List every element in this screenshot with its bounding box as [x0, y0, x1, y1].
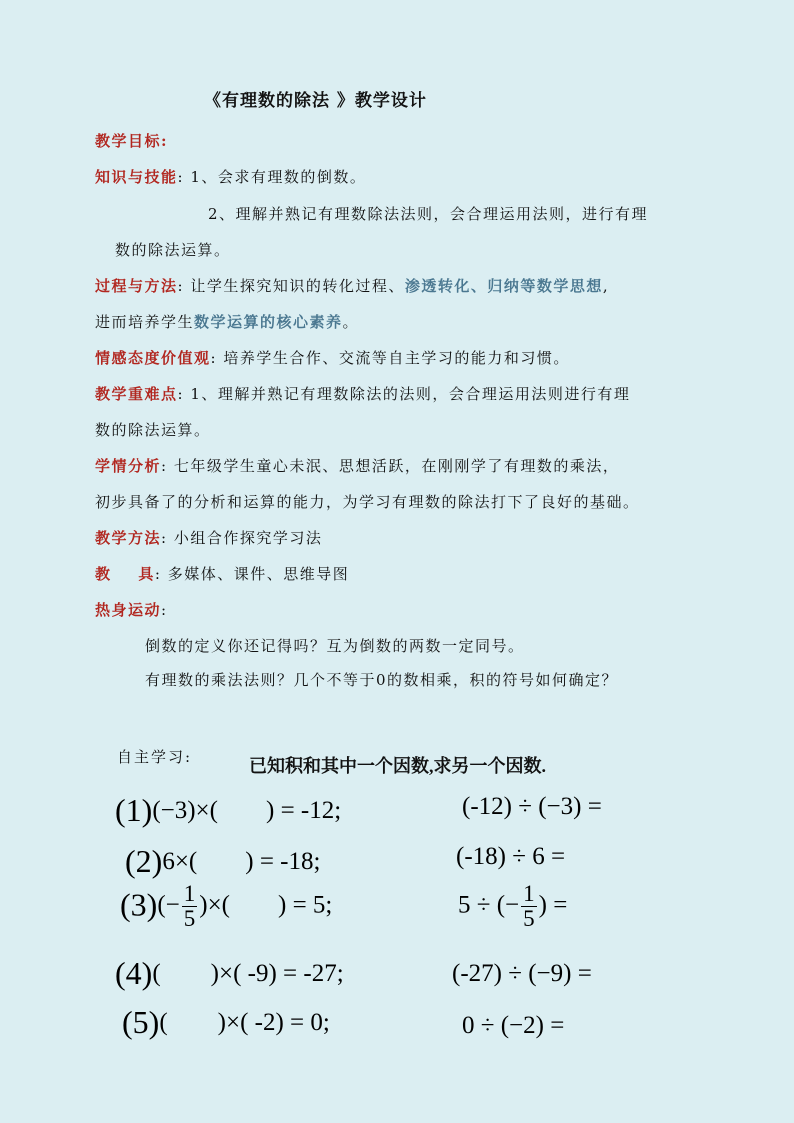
- warmup-label: 热身运动: [95, 601, 162, 619]
- key-points-line-2: 数的除法运算。: [95, 421, 211, 439]
- fraction-numerator: 1: [523, 881, 535, 906]
- equation-left-1: [115, 792, 341, 829]
- fraction-denominator: 5: [183, 906, 196, 932]
- emotion-line: [95, 347, 570, 368]
- analysis-line-1: [95, 455, 619, 476]
- eq-right-part: ) = -18;: [245, 848, 321, 875]
- self-study-heading: 已知积和其中一个因数,求另一个因数.: [249, 756, 546, 776]
- eq-right-part: )×( -9) = -27;: [210, 960, 344, 987]
- process-text-4: 。: [342, 313, 360, 331]
- fraction-numerator: 1: [183, 881, 196, 906]
- eq-left-part: (−3)×(: [152, 797, 218, 824]
- key-points-line-1: [95, 383, 630, 404]
- warmup-question-2: 有理数的乘法法则？几个不等于0的数相乘，积的符号如何确定？: [145, 671, 619, 689]
- warmup-line: [95, 599, 168, 620]
- eq-number: (2): [125, 843, 163, 879]
- process-highlight-2: 数学运算的核心素养: [194, 313, 343, 331]
- equation-right-1: (-12) ÷ (−3) =: [462, 793, 602, 820]
- eq-right-part: ) = 5;: [278, 891, 333, 919]
- knowledge-line-1: [95, 166, 366, 187]
- knowledge-item-1: : 1、会求有理数的倒数。: [177, 168, 367, 186]
- analysis-line-2: 初步具备了的分析和运算的能力，为学习有理数的除法打下了良好的基础。: [95, 493, 640, 511]
- eq-left-part: (: [159, 1009, 168, 1036]
- warmup-colon: :: [161, 601, 168, 619]
- fraction: [521, 882, 537, 931]
- eq-right-part: ) = -12;: [266, 797, 342, 824]
- tools-line: [95, 563, 349, 584]
- goals-label: 教学目标:: [95, 132, 169, 150]
- self-study-label: 自主学习:: [117, 748, 193, 766]
- key-points-label: 教学重难点: [95, 385, 178, 403]
- eq-number: (4): [115, 955, 153, 991]
- eq-number: (5): [122, 1004, 160, 1040]
- eq-left-part: (: [152, 960, 161, 987]
- eq-right-part: )×( -2) = 0;: [217, 1009, 330, 1036]
- warmup-question-1: 倒数的定义你还记得吗？互为倒数的两数一定同号。: [145, 637, 525, 655]
- equation-right-4: (-27) ÷ (−9) =: [452, 960, 592, 987]
- equation-left-2: [125, 843, 320, 880]
- emotion-text: : 培养学生合作、交流等自主学习的能力和习惯。: [210, 349, 570, 367]
- knowledge-label: 知识与技能: [95, 168, 178, 186]
- equation-right-5: 0 ÷ (−2) =: [462, 1012, 565, 1039]
- emotion-label: 情感态度价值观: [95, 349, 211, 367]
- equation-right-2: (-18) ÷ 6 =: [456, 843, 566, 870]
- fraction: [182, 882, 198, 931]
- process-text-3: 进而培养学生: [95, 313, 195, 331]
- eq-number: (3): [120, 886, 158, 923]
- process-line-1: [95, 275, 609, 296]
- equation-left-4: [115, 955, 344, 992]
- document-title: 《有理数的除法 》教学设计: [204, 91, 427, 111]
- method-line: [95, 527, 322, 548]
- process-line-2: [95, 311, 359, 332]
- tools-text: : 多媒体、课件、思维导图: [154, 565, 350, 583]
- knowledge-line-2: 2、理解并熟记有理数除法法则，会合理运用法则，进行有理: [208, 205, 649, 223]
- eq-mid-part: )×(: [199, 891, 230, 919]
- eq-left-part: 5 ÷ (−: [458, 891, 520, 919]
- goals-heading: [95, 130, 168, 151]
- tools-label: 教 具: [95, 565, 155, 583]
- eq-left-part: (−: [157, 891, 180, 919]
- process-text-2: ,: [602, 277, 610, 295]
- key-points-text-1: : 1、理解并熟记有理数除法的法则，会合理运用法则进行有理: [177, 385, 631, 403]
- process-text-1: : 让学生探究知识的转化过程、: [177, 277, 405, 295]
- equation-right-3: [458, 882, 567, 931]
- knowledge-line-3: 数的除法运算。: [115, 241, 231, 259]
- fraction-denominator: 5: [523, 906, 535, 932]
- method-text: : 小组合作探究学习法: [161, 529, 323, 547]
- process-highlight-1: 渗透转化、归纳等数学思想: [404, 277, 603, 295]
- equation-left-3: [120, 882, 332, 931]
- analysis-text-1: : 七年级学生童心未泯、思想活跃，在刚刚学了有理数的乘法，: [161, 457, 620, 475]
- method-label: 教学方法: [95, 529, 162, 547]
- process-label: 过程与方法: [95, 277, 178, 295]
- analysis-label: 学情分析: [95, 457, 162, 475]
- eq-left-part: 6×(: [162, 848, 198, 875]
- eq-right-part: ) =: [538, 891, 568, 919]
- eq-number: (1): [115, 792, 153, 828]
- equation-left-5: [122, 1004, 330, 1041]
